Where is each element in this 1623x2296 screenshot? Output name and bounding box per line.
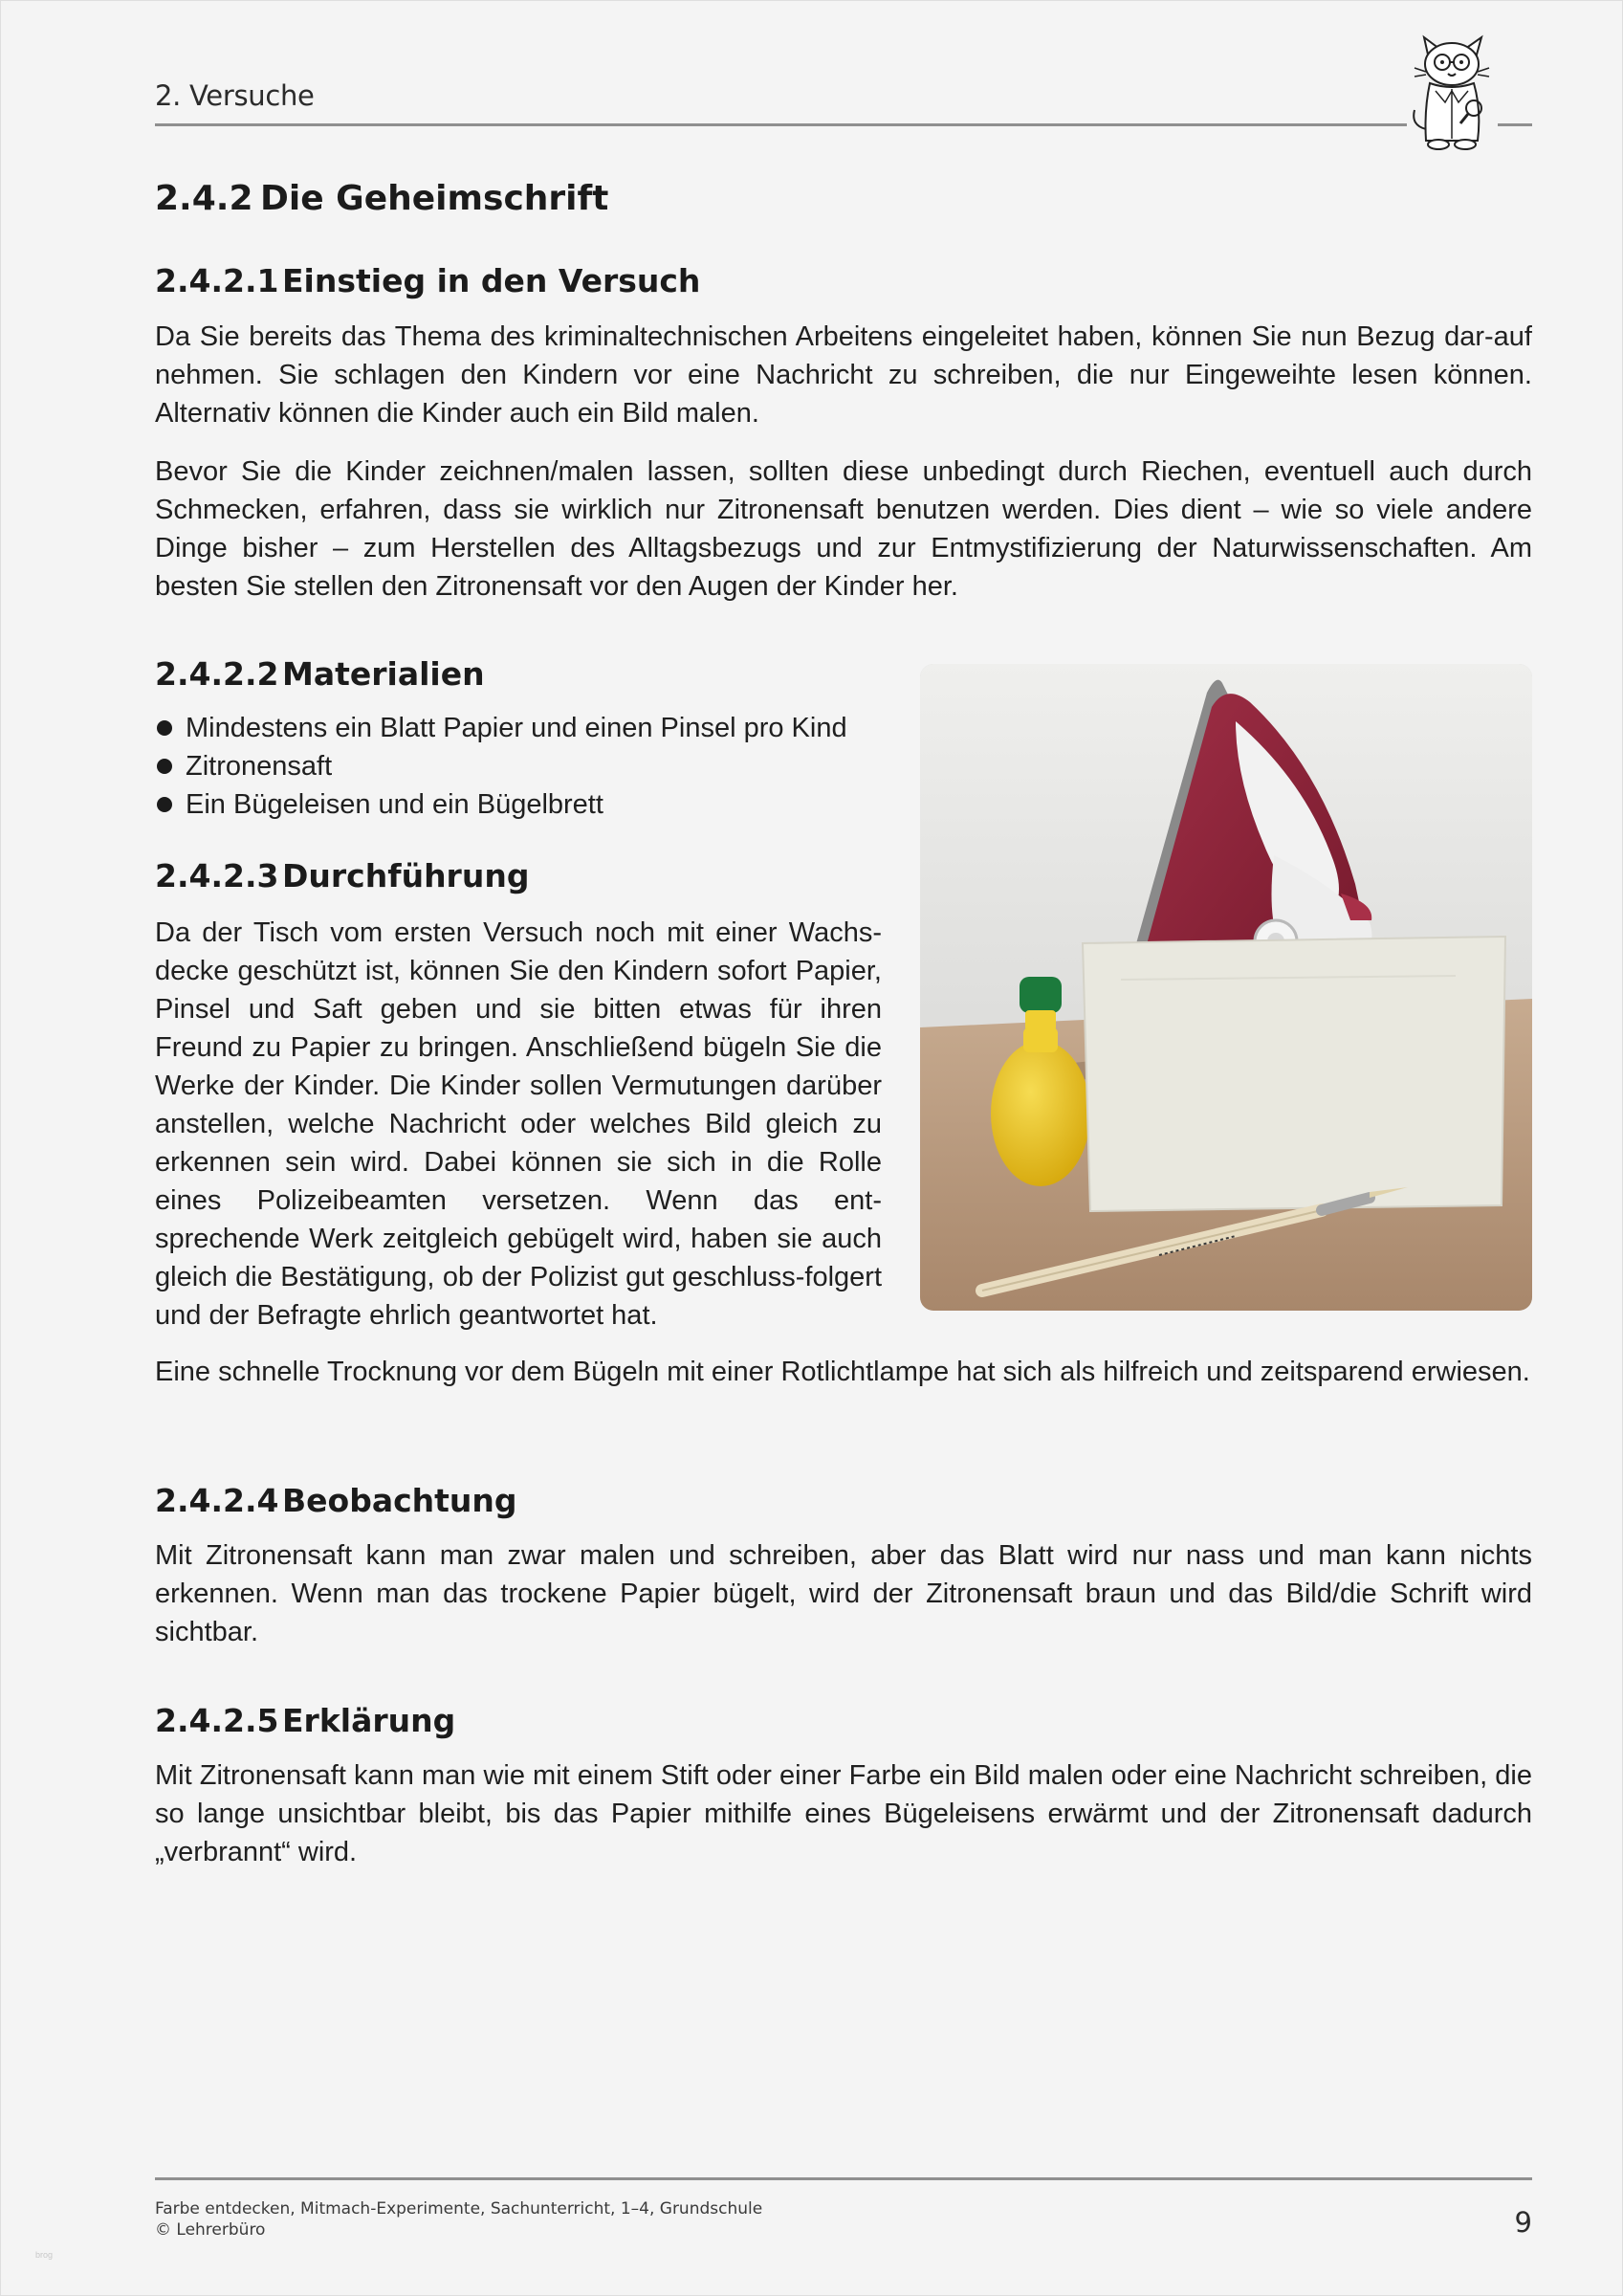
- einstieg-paragraph-1: Da Sie bereits das Thema des kriminaltechnischen Arbeitens eingeleitet haben, können Sie nun Bezug dar-auf nehmen. Sie schlagen den Kindern vor eine Nachricht zu schreiben, die nur Eingeweihte lesen können. Alternativ können die Kinder auch ein Bild malen.: [155, 321, 1532, 429]
- einstieg-number: 2.4.2.1: [155, 262, 279, 299]
- footer-line-2: © Lehrerbüro: [155, 2220, 266, 2240]
- bullet-icon: [157, 720, 172, 736]
- list-item-label: Mindestens ein Blatt Papier und einen Pinsel pro Kind: [186, 713, 847, 743]
- durchfuehrung-number: 2.4.2.3: [155, 857, 279, 894]
- beobachtung-title: Beobachtung: [282, 1482, 517, 1519]
- erklaerung-title: Erklärung: [282, 1702, 456, 1739]
- footer-rule: [155, 2177, 1532, 2180]
- materialien-heading: [155, 655, 485, 693]
- footer-line-1: Farbe entdecken, Mitmach-Experimente, Sachunterricht, 1–4, Grundschule: [155, 2199, 763, 2219]
- beobachtung-paragraph: Mit Zitronensaft kann man zwar malen und schreiben, aber das Blatt wird nur nass und man kann nichts erkennen. Wenn man das trockene Papier bügelt, wird der Zitronensaft braun und das Bild/die Schrift wird sichtbar.: [155, 1540, 1532, 1647]
- list-item: [155, 747, 847, 785]
- einstieg-heading: [155, 262, 700, 299]
- beobachtung-number: 2.4.2.4: [155, 1482, 279, 1519]
- watermark-mark: brog: [35, 2250, 54, 2260]
- page-number: 9: [1514, 2206, 1532, 2239]
- header-rule: [155, 123, 1532, 126]
- section-heading: [155, 179, 608, 218]
- list-item: [155, 709, 847, 747]
- section-title: Die Geheimschrift: [260, 179, 609, 218]
- bullet-icon: [157, 797, 172, 812]
- einstieg-title: Einstieg in den Versuch: [282, 262, 701, 299]
- footer-text: [155, 2198, 762, 2241]
- erklaerung-heading: [155, 1702, 455, 1739]
- materialien-list: [155, 709, 847, 824]
- section-number: 2.4.2: [155, 179, 253, 218]
- iron-lemon-paper-brush-photo: [920, 664, 1532, 1311]
- erklaerung-paragraph: Mit Zitronensaft kann man wie mit einem Stift oder einer Farbe ein Bild malen oder eine Nachricht schreiben, die so lange unsichtbar bleibt, bis das Papier mithilfe eines Bügeleisens erwärmt und der Zitronensaft dadurch „verbrannt“ wird.: [155, 1760, 1532, 1867]
- erklaerung-number: 2.4.2.5: [155, 1702, 279, 1739]
- list-item-label: Zitronensaft: [186, 751, 333, 782]
- durchfuehrung-paragraph-1: Da der Tisch vom ersten Versuch noch mit einer Wachs-decke geschützt ist, können Sie den Kindern sofort Papier, Pinsel und Saft geben und sie bitten etwas für ihren Freund zu Papier zu bringen. Anschließend bügeln Sie die Werke der Kinder. Die Kinder sollen Vermutungen darüber anstellen, welche Nachricht oder welches Bild gleich zu erkennen sein wird. Dabei können sie sich in die Rolle eines Polizeibeamten versetzen. Wenn das ent-sprechende Werk zeitgleich gebügelt wird, haben sie auch gleich die Bestätigung, ob der Polizist gut geschluss-folgert und der Befragte ehrlich geantwortet hat.: [155, 917, 882, 1331]
- cat-detective-icon: [1407, 33, 1498, 158]
- durchfuehrung-title: Durchführung: [282, 857, 530, 894]
- materialien-title: Materialien: [282, 655, 485, 693]
- chapter-label: 2. Versuche: [155, 79, 315, 112]
- list-item: [155, 785, 847, 824]
- materialien-number: 2.4.2.2: [155, 655, 279, 693]
- durchfuehrung-paragraph-2: Eine schnelle Trocknung vor dem Bügeln mit einer Rotlichtlampe hat sich als hilfreich und zeitsparend erwiesen.: [155, 1357, 1530, 1387]
- einstieg-paragraph-2: Bevor Sie die Kinder zeichnen/malen lassen, sollten diese unbedingt durch Riechen, eventuell auch durch Schmecken, erfahren, dass sie wirklich nur Zitronensaft benutzen werden. Dies dient – wie so viele andere Dinge bisher – zum Herstellen des Alltagsbezugs und zur Entmystifizierung der Naturwissenschaften. Am besten Sie stellen den Zitronensaft vor den Augen der Kinder her.: [155, 456, 1532, 602]
- durchfuehrung-heading: [155, 857, 529, 894]
- beobachtung-heading: [155, 1482, 517, 1519]
- list-item-label: Ein Bügeleisen und ein Bügelbrett: [186, 789, 603, 820]
- bullet-icon: [157, 759, 172, 774]
